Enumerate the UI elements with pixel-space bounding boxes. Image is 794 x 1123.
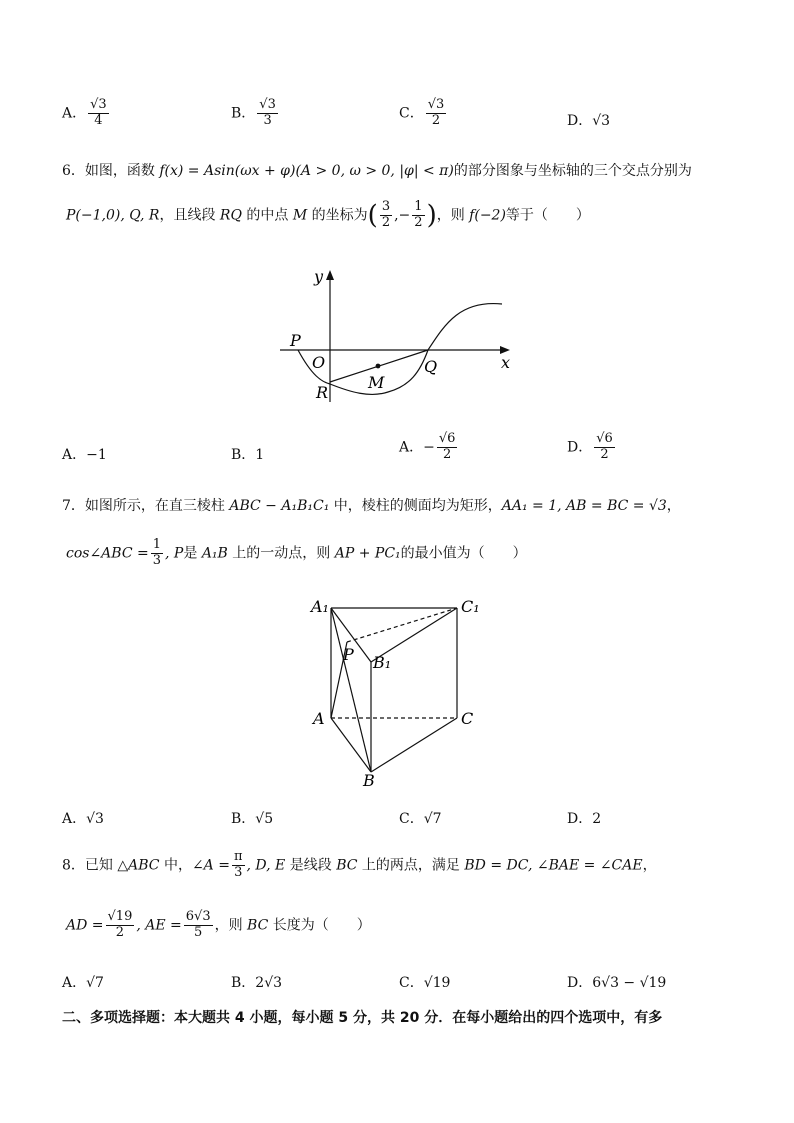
q8-option-c: C．√19 [399,975,451,991]
q6-label-m: M [368,373,385,392]
q7-option-c: C．√7 [399,811,442,827]
q7-label-a1: A₁ [311,597,329,616]
q7-label-b: B [363,771,375,788]
q7-label-c: C [461,709,474,728]
q6-option-b: B．1 [231,447,265,463]
q6-label-r: R [316,383,329,402]
q7-option-a: A．√3 [62,811,104,827]
q6-label-q: Q [424,357,438,376]
q7-label-p: P [343,645,354,664]
q5-option-d: D．√3 [567,113,611,129]
section-2-heading: 二、多项选择题：本大题共 4 小题，每小题 5 分，共 20 分．在每小题给出的四个选项中，有多 [62,1010,663,1026]
q8-option-b: B．2√3 [231,975,283,991]
q7-prism-diagram [305,592,495,788]
q5-option-a: A． $\frac{√3}{4}$ [62,97,107,128]
q5-option-b: B． $\frac{√3}{3}$ [231,97,276,128]
q6-option-d: D． $\frac{√6}{2}$ [567,431,613,462]
q7-line-1: 7．如图所示，在直三棱柱 ABC − A₁B₁C₁ 中，棱柱的侧面均为矩形，AA₁ = 1, AB = BC = √3， [62,498,681,514]
q8-option-d: D．6√3 − √19 [567,975,667,991]
q7-option-b: B．√5 [231,811,274,827]
q7-line-2: cos∠ABC = $\frac{1}{3}$ , P是 A₁B 上的一动点，则 AP + PC₁的最小值为（ ） [66,537,527,568]
q6-line-2: P(−1,0), Q, R，且线段 RQ 的中点 M 的坐标为( $\frac{3}{2}$ ,− $\frac{1}{2}$ )，则 f(−2)等于（ ） [66,199,590,231]
q6-label-x: x [501,353,511,372]
q7-label-c1: C₁ [461,597,480,616]
q6-option-c: A．− $\frac{√6}{2}$ [399,431,456,462]
q8-line-1: 8．已知 △ABC 中，∠A = $\frac{\pi}{3}$ , D, E 是线段 BC 上的两点，满足 BD = DC, ∠BAE = ∠CAE， [62,849,657,880]
q6-label-o: O [312,353,326,372]
q6-label-y: y [314,267,324,286]
q6-line-1: 6．如图，函数 f(x) = Asin(ωx + φ)(A > 0, ω > 0, |φ| < π)的部分图象与坐标轴的三个交点分别为 [62,163,692,179]
q6-option-a: A．−1 [62,447,107,463]
q7-label-a: A [313,709,325,728]
q5-option-c: C． $\frac{√3}{2}$ [399,97,445,128]
q6-label-p: P [290,331,301,350]
q7-option-d: D．2 [567,811,602,827]
q8-line-2: AD = $\frac{√19}{2}$ , AE = $\frac{6√3}{5}$ ，则 BC 长度为（ ） [66,909,371,940]
q7-label-b1: B₁ [373,653,392,672]
q8-option-a: A．√7 [62,975,104,991]
q6-sine-graph [270,262,530,407]
